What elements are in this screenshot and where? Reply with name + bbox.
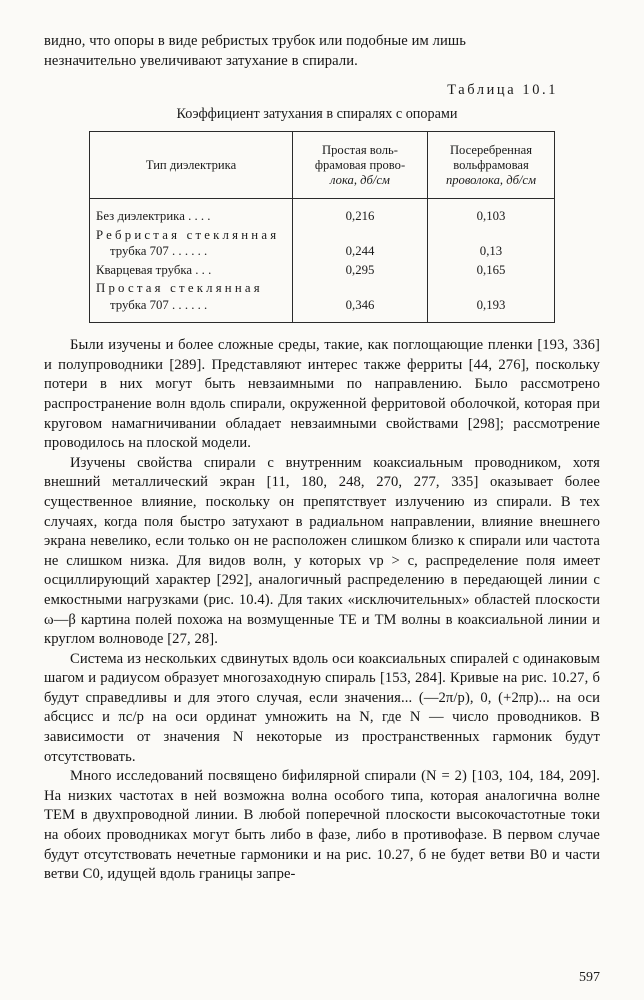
table-number: Таблица 10.1 [447,82,558,99]
paragraph-1: Были изучены и более сложные среды, такие, как поглощающие пленки [193, 336] и полупроводники [289]. Представляют интерес также ферриты [44, 276], поскольку потери в них могут быть невзаимными по направлению. Было рассмотрено распространение волн вдоль спирали, окруженной ферритовой оболочкой, которая при круговом намагничивании обладает невзаимными свойствами [298]; рассмотрение проводилось на плоской модели. [44,337,600,452]
body-text [44,336,600,885]
table-row [90,261,555,280]
paragraph-4: Много исследований посвящено бифилярной спирали (N = 2) [103, 104, 184, 209]. На низких частотах в ней возможна волна особого типа, которая аналогична волне ТЕМ в двухпроводной линии. В любой поперечной плоскости высокочастотные токи на обоих проводниках могут быть либо в фазе, либо в противофазе. В первом случае будут отсутствовать нечетные гармоники и на рис. 10.27, б не будет ветви B0 и части ветви C0, идущей вдоль границы запре- [44,768,600,883]
header-silvered-tungsten-line-1: Посеребренная [449,142,533,157]
row-value-plain [293,279,428,323]
header-plain-tungsten [293,132,428,199]
row-label: Без диэлектрика . . . . [90,199,293,226]
row-value-silvered [428,279,555,323]
table-body [90,199,555,323]
row-value-silvered: 0,103 [428,199,555,226]
paragraph-2: Изучены свойства спирали с внутренним коаксиальным проводником, хотя внешний металлический экран [11, 180, 248, 270, 277, 335] оказывает более существенное влияние, поскольку он препятствует излучению из спирали. В тех случаях, когда поля быстро затухают в радиальном направлении, влияние внешнего экрана невелико, если только он не расположен слишком близко к спирали или частота не слишком низка. Для видов волн, у которых vp > c, распределение поля имеет осциллирующий характер [292], аналогичный распределению в передающей линии с емкостными нагрузками (рис. 10.4). Для таких «исключительных» областей плоскости ω—β картина полей похожа на возмущенные ТЕ и ТМ волны в коаксиальной линии и круглом волноводе [27, 28]. [44,454,600,648]
row-label [90,279,293,323]
row-value-plain: 0,216 [293,199,428,226]
row-value-plain-text: 0,346 [345,297,375,312]
row-label: Кварцевая трубка . . . [90,261,293,280]
header-plain-tungsten-line-3: лока, дб/см [330,172,390,187]
intro-line-1: видно, что опоры в виде ребристых трубок или подобные им лишь [44,33,466,49]
table-row [90,199,555,226]
table-row [90,279,555,323]
row-label-line-2: трубка 707 . . . . . . [110,297,208,312]
table-number-wrap [44,81,600,99]
page-content [44,32,600,885]
intro-paragraph [44,32,600,71]
row-label-line-1: Ребристая стеклянная [96,227,280,242]
attenuation-table [89,131,555,323]
header-silvered-tungsten-line-2: вольфрамовая [453,157,529,172]
table-title: Коэффициент затухания в спиралях с опорами [176,106,458,123]
row-value-silvered-text: 0,13 [479,244,503,259]
header-plain-tungsten-line-1: Простая воль- [322,142,398,157]
row-value-silvered-text: 0,193 [476,297,506,312]
table-header-row [90,132,555,199]
header-dielectric-type: Тип диэлектрика [90,132,293,199]
row-label-line-1: Простая стеклянная [96,281,263,296]
row-value-plain-text: 0,244 [345,244,375,259]
intro-line-2: незначительно увеличивают затухание в спирали. [44,52,358,69]
row-label [90,226,293,261]
row-value-silvered: 0,165 [428,261,555,280]
table-row [90,226,555,261]
row-value-plain: 0,295 [293,261,428,280]
row-value-silvered [428,226,555,261]
page-number: 597 [579,970,600,985]
row-label-line-2: трубка 707 . . . . . . [110,244,208,259]
header-silvered-tungsten-line-3: проволока, дб/см [445,172,537,187]
table-head [90,132,555,199]
header-silvered-tungsten [428,132,555,199]
paragraph-3: Система из нескольких сдвинутых вдоль оси коаксиальных спиралей с одинаковым шагом и радиусом образует многозаходную спираль [153, 284]. Кривые на рис. 10.27, б будут справедливы и для этого случая, если значения... (—2π/p), 0, (+2πp)... на оси абсцисс и πс/p на оси ординат умножить на N, где N — число проводников. В зависимости от значения N некоторые из пространственных гармоник будут отсутствовать. [44,650,600,765]
row-value-plain [293,226,428,261]
header-plain-tungsten-line-2: фрамовая прово- [314,157,406,172]
